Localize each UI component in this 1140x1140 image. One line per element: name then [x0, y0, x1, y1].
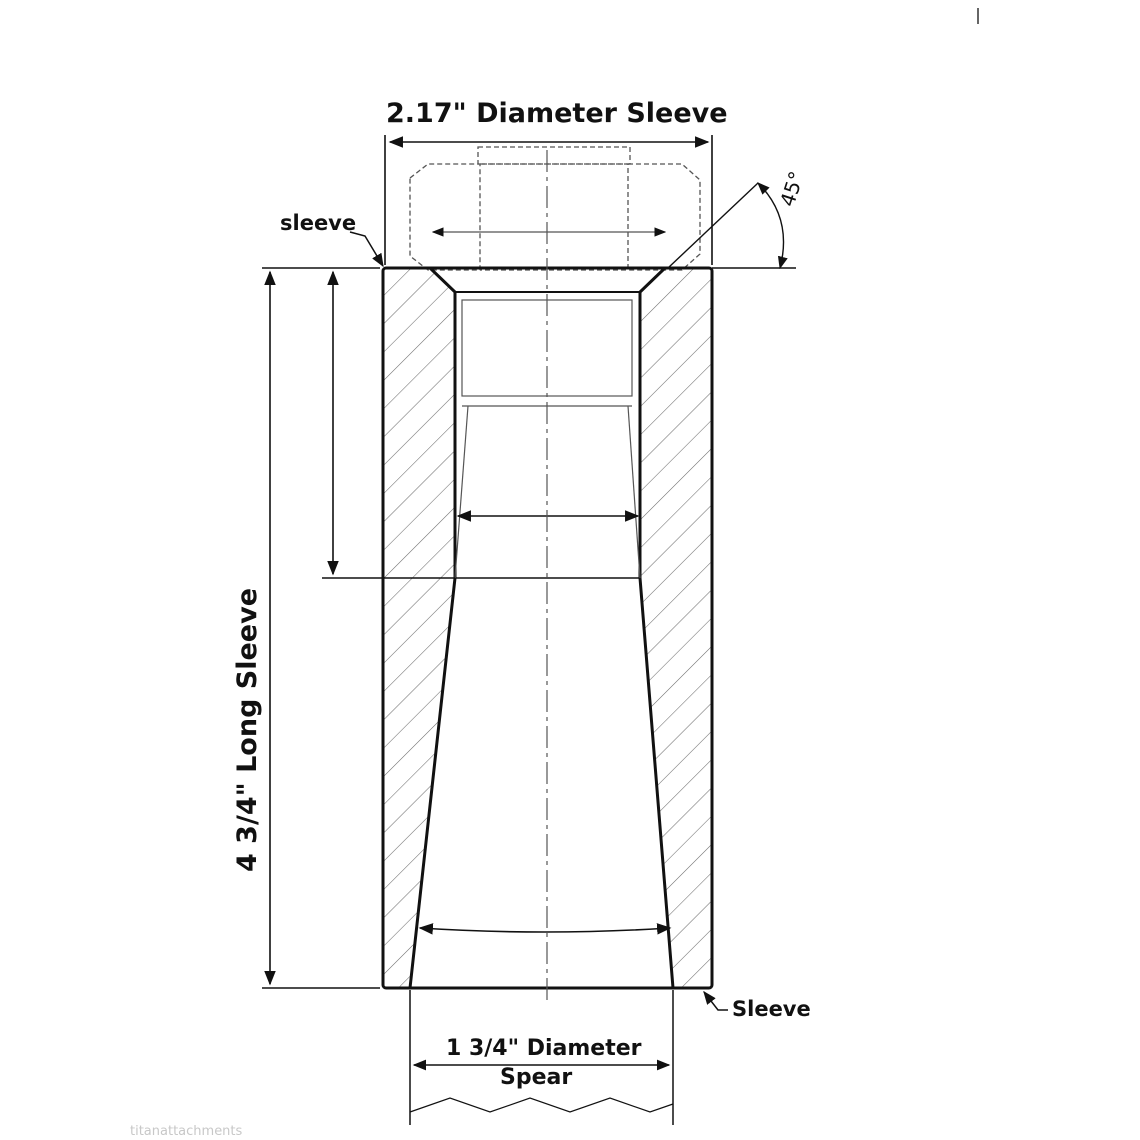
- sleeve-bottom-label: Sleeve: [732, 997, 811, 1021]
- spear-label: Spear: [500, 1065, 573, 1090]
- top-diameter-dimension: [385, 135, 712, 265]
- sleeve-left-wall: [383, 268, 455, 988]
- bore-details: [420, 300, 670, 932]
- length-label: 4 3/4" Long Sleeve: [232, 587, 263, 872]
- spear-diameter-label: 1 3/4" Diameter: [446, 1036, 642, 1061]
- chamfer-angle-label: 45°: [775, 168, 809, 210]
- sleeve-right-wall: [640, 268, 712, 988]
- sleeve-top-label: sleeve: [280, 211, 357, 235]
- hex-nut-outline: [410, 147, 700, 270]
- watermark: titanattachments: [130, 1124, 243, 1139]
- top-diameter-label: 2.17" Diameter Sleeve: [386, 98, 728, 129]
